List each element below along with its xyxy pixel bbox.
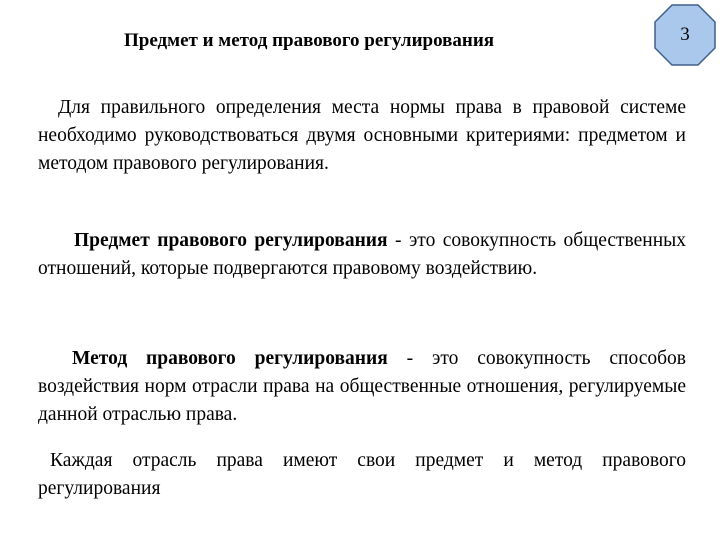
subject-term: Предмет правового регулирования	[74, 230, 388, 251]
method-term: Метод правового регулирования	[72, 348, 388, 369]
subject-definition: - это совокупность общественных отношений, которые подвергаются правовому воздействию.	[38, 230, 686, 279]
paragraph-conclusion: Каждая отрасль права имеют свои предмет и метод правового регулирования	[38, 450, 686, 499]
method-definition: - это совокупность способов воздействия норм отрасли права на общественные отношения, регулируемые данной отраслью права.	[38, 348, 686, 425]
paragraph-subject	[38, 227, 686, 283]
page-number-badge	[654, 4, 716, 66]
slide-title: Предмет и метод правового регулирования	[124, 30, 495, 51]
page-number: 3	[680, 24, 690, 45]
paragraph-method	[38, 345, 686, 429]
paragraph-intro: Для правильного определения места нормы права в правовой системе необходимо руководствоваться двумя основными критериями: предметом и методом правового регулирования.	[38, 97, 686, 174]
